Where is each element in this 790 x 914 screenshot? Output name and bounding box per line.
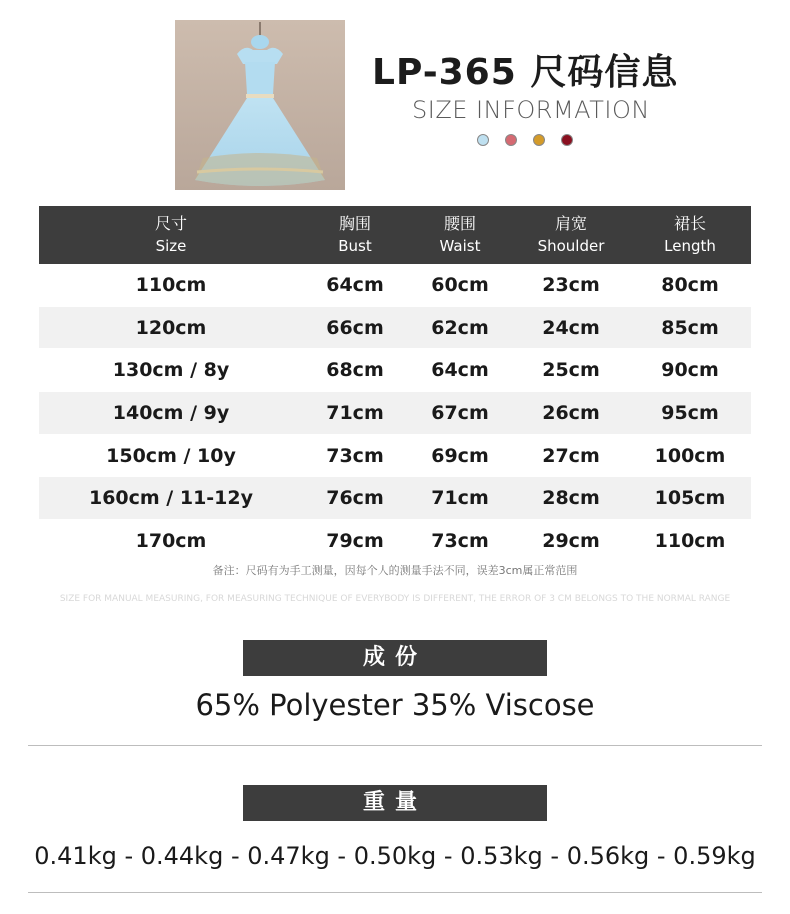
- cell-shoulder: 27cm: [513, 434, 629, 477]
- page-title: LP-365 尺码信息: [372, 52, 679, 93]
- cell-shoulder: 25cm: [513, 349, 629, 392]
- header-label-zh: 裙长: [673, 214, 706, 233]
- header-bust: [303, 206, 407, 264]
- table-row: [39, 520, 751, 563]
- cell-waist: 62cm: [407, 306, 513, 349]
- cell-length: 110cm: [629, 520, 751, 563]
- dress-illustration: [175, 20, 345, 190]
- table-row: [39, 477, 751, 520]
- cell-size: 170cm: [39, 520, 303, 563]
- cell-size: 110cm: [39, 264, 303, 306]
- table-row: [39, 392, 751, 435]
- measurement-note-zh: 备注：尺码有为手工测量，因每个人的测量手法不同，误差3cm属正常范围: [212, 564, 578, 577]
- cell-shoulder: 29cm: [513, 520, 629, 563]
- cell-waist: 71cm: [407, 477, 513, 520]
- cell-length: 105cm: [629, 477, 751, 520]
- cell-bust: 73cm: [303, 434, 407, 477]
- cell-size: 140cm / 9y: [39, 392, 303, 435]
- cell-shoulder: 26cm: [513, 392, 629, 435]
- cell-size: 160cm / 11-12y: [39, 477, 303, 520]
- cell-shoulder: 28cm: [513, 477, 629, 520]
- cell-length: 100cm: [629, 434, 751, 477]
- color-swatches: [477, 134, 573, 146]
- table-row: [39, 434, 751, 477]
- weight-heading: 重量: [243, 785, 547, 821]
- cell-length: 90cm: [629, 349, 751, 392]
- divider: [28, 745, 762, 746]
- header-waist: [407, 206, 513, 264]
- cell-size: 130cm / 8y: [39, 349, 303, 392]
- header-label-zh: 肩宽: [554, 214, 587, 233]
- cell-waist: 64cm: [407, 349, 513, 392]
- cell-waist: 60cm: [407, 264, 513, 306]
- cell-size: 150cm / 10y: [39, 434, 303, 477]
- cell-waist: 69cm: [407, 434, 513, 477]
- cell-length: 85cm: [629, 306, 751, 349]
- cell-bust: 68cm: [303, 349, 407, 392]
- product-photo: [175, 20, 345, 190]
- header-label-zh: 腰围: [443, 214, 476, 233]
- header-shoulder: [513, 206, 629, 264]
- header-label-en: Size: [155, 237, 187, 255]
- divider: [28, 892, 762, 893]
- cell-length: 80cm: [629, 264, 751, 306]
- measurement-note-en: SIZE FOR MANUAL MEASURING, FOR MEASURING TECHNIQUE OF EVERYBODY IS DIFFERENT, THE ERROR OF 3 CM BELONGS TO THE NORMAL RANGE: [59, 594, 731, 604]
- size-table: [39, 206, 751, 563]
- table-row: [39, 306, 751, 349]
- color-swatch-burgundy: [561, 134, 573, 146]
- page-subtitle: SIZE INFORMATION: [412, 96, 650, 124]
- table-row: [39, 264, 751, 306]
- composition-value: 65% Polyester 35% Viscose: [195, 688, 595, 722]
- cell-waist: 73cm: [407, 520, 513, 563]
- cell-shoulder: 24cm: [513, 306, 629, 349]
- header-label-en: Bust: [338, 237, 372, 255]
- cell-length: 95cm: [629, 392, 751, 435]
- header-label-zh: 尺寸: [154, 214, 187, 233]
- header-label-zh: 胸围: [338, 214, 371, 233]
- cell-bust: 66cm: [303, 306, 407, 349]
- cell-shoulder: 23cm: [513, 264, 629, 306]
- header-label-en: Waist: [439, 237, 481, 255]
- table-row: [39, 349, 751, 392]
- composition-heading: 成份: [243, 640, 547, 676]
- color-swatch-gold: [533, 134, 545, 146]
- header-size: [39, 206, 303, 264]
- cell-bust: 71cm: [303, 392, 407, 435]
- cell-bust: 76cm: [303, 477, 407, 520]
- header-label-en: Length: [664, 237, 716, 255]
- header-length: [629, 206, 751, 264]
- weight-value: 0.41kg - 0.44kg - 0.47kg - 0.50kg - 0.53kg - 0.56kg - 0.59kg: [34, 842, 756, 870]
- cell-waist: 67cm: [407, 392, 513, 435]
- color-swatch-blue: [477, 134, 489, 146]
- cell-bust: 64cm: [303, 264, 407, 306]
- cell-bust: 79cm: [303, 520, 407, 563]
- size-table-header: [39, 206, 751, 264]
- header-label-en: Shoulder: [537, 237, 605, 255]
- color-swatch-rose: [505, 134, 517, 146]
- cell-size: 120cm: [39, 306, 303, 349]
